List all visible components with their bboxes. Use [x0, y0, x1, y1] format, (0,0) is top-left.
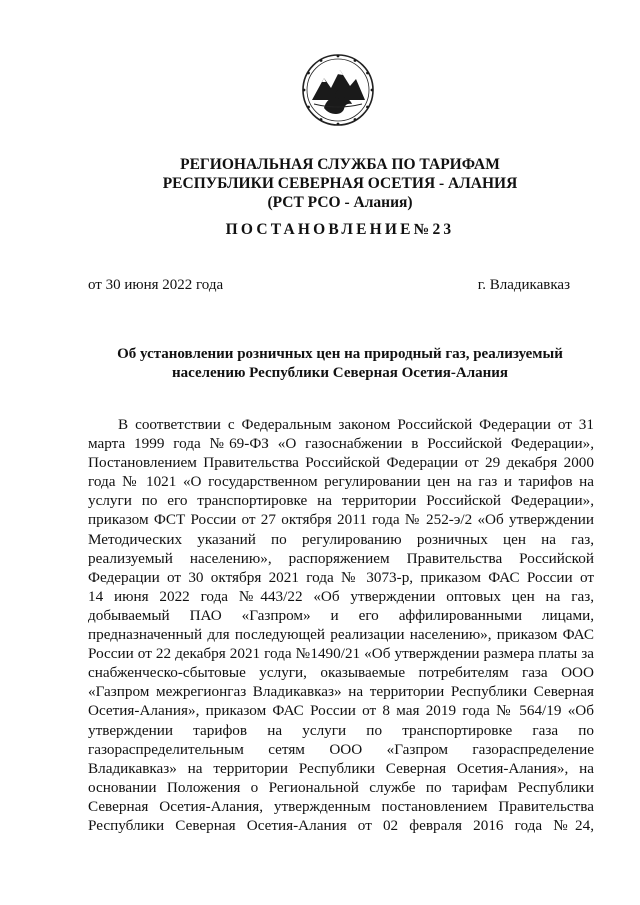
decree-city: г. Владикавказ — [477, 277, 570, 293]
decree-date: от 30 июня 2022 года — [88, 277, 224, 293]
body-line: марта 1999 года №69-ФЗ «О газоснабжении в Российской Федерации», — [88, 435, 594, 453]
body-line: реализуемый населению», распоряжением Правительства Российской — [88, 549, 594, 567]
body-line: России от 22 декабря 2021 года №1490/21 «Об утверждении размера платы за — [88, 645, 594, 663]
body-line: Владикавказ» на территории Республики Северная Осетия-Алания», на — [88, 759, 594, 777]
decree-subject — [90, 345, 590, 383]
body-line: В соответствии с Федеральным законом Российской Федерации от 31 — [118, 416, 594, 433]
body-line: основании Положения о Региональной службе по тарифам Республики — [88, 778, 594, 796]
body-line: Республики Северная Осетия-Алания от 02 февраля 2016 года №24, — [88, 816, 594, 834]
header-line-3: (РСТ РСО - Алания) — [267, 194, 413, 211]
body-line: снабженческо-сбытовые услуги, оказываемые потребителям газа ООО — [88, 664, 594, 682]
date-location-row — [88, 277, 570, 294]
body-line: Постановлением Правительства Российской Федерации от 29 декабря 2000 — [88, 454, 594, 472]
header-line-2: РЕСПУБЛИКИ СЕВЕРНАЯ ОСЕТИЯ - АЛАНИЯ — [162, 175, 518, 192]
body-line: Федерации от 30 октября 2021 года № 3073-р, приказом ФАС России от — [88, 568, 594, 586]
subject-line-2: населению Республики Северная Осетия-Алания — [171, 365, 509, 381]
body-line: утверждении тарифов на услуги по транспортировке газа по — [88, 721, 594, 739]
organization-header — [60, 155, 620, 212]
body-line: предназначенный для последующей реализации населению», приказом ФАС — [88, 626, 594, 644]
body-line: Осетия-Алания», приказом ФАС России от 8 мая 2019 года № 564/19 «Об — [88, 702, 594, 720]
body-line: услуги по его транспортировке на территории Российской Федерации», — [88, 492, 594, 510]
body-line: «Газпром межрегионгаз Владикавказ» на территории Республики Северная — [88, 683, 594, 701]
body-line: Методических указаний по регулированию розничных цен на газ, — [88, 530, 594, 548]
body-line: 14 июня 2022 года №443/22 «Об утверждении оптовых цен на газ, — [88, 587, 594, 605]
header-line-1: РЕГИОНАЛЬНАЯ СЛУЖБА ПО ТАРИФАМ — [180, 156, 500, 173]
body-line: Северная Осетия-Алания, утвержденным постановлением Правительства — [88, 797, 594, 815]
coat-of-arms-emblem — [300, 52, 376, 128]
body-line: газораспределительным сетям ООО «Газпром газораспределение — [88, 740, 594, 758]
decree-title: ПОСТАНОВЛЕНИЕ№23 — [225, 221, 455, 238]
body-paragraph — [88, 415, 594, 835]
body-line: приказом ФСТ России от 27 октября 2011 года № 252-э/2 «Об утверждении — [88, 511, 594, 529]
body-line: года № 1021 «О государственном регулировании цен на газ и тарифов на — [88, 473, 594, 491]
body-line: добываемый ПАО «Газпром» и его аффилированными лицами, — [88, 606, 594, 624]
subject-line-1: Об установлении розничных цен на природный газ, реализуемый — [117, 346, 563, 362]
